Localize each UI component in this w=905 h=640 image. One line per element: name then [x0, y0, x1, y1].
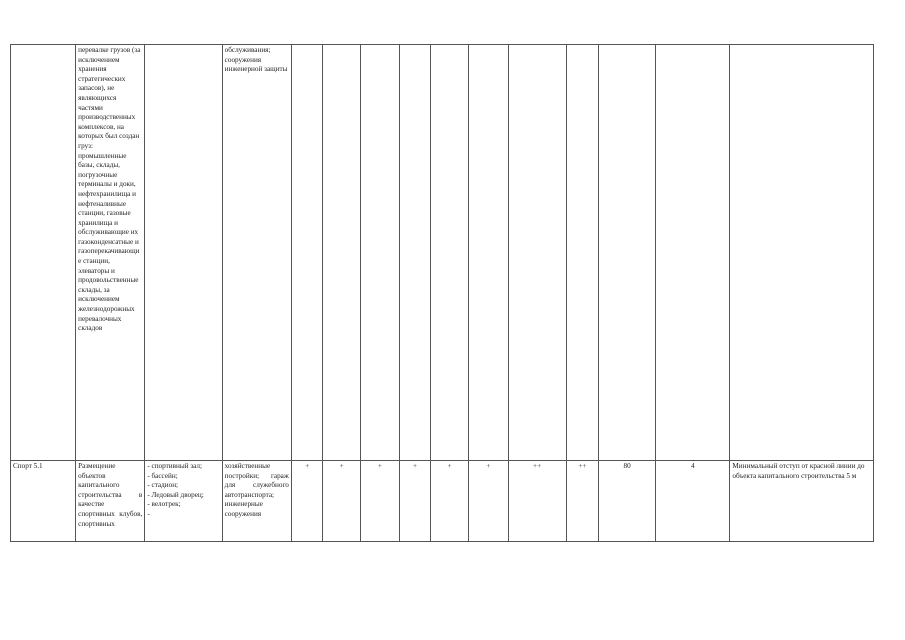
mark-cell: + — [468, 461, 508, 542]
notes-cell: Минимальный отступ от красной линии до объекта капитального строительства 5 м — [730, 461, 874, 542]
mark-cell — [291, 45, 323, 461]
mark-cell: + — [431, 461, 469, 542]
table-row — [11, 45, 874, 461]
mark-cell: + — [323, 461, 361, 542]
mark-cell: + — [399, 461, 431, 542]
mark-cell: ++ — [566, 461, 599, 542]
mark-cell — [566, 45, 599, 461]
value-cell: 4 — [656, 461, 730, 542]
value-cell — [656, 45, 730, 461]
zone-code-cell — [11, 45, 76, 461]
mark-cell — [468, 45, 508, 461]
mark-cell — [508, 45, 566, 461]
main-uses-cell: - спортивный зал; - бассейн; - стадион; - Ледовый дворец; - велотрек; - — [145, 461, 222, 542]
mark-cell: + — [361, 461, 400, 542]
value-cell: 80 — [599, 461, 656, 542]
mark-cell: + — [291, 461, 323, 542]
mark-cell — [361, 45, 400, 461]
description-cell: Размещение объектов капитального строительства в качестве спортивных клубов, спортивных — [76, 461, 145, 542]
mark-cell — [431, 45, 469, 461]
main-uses-cell — [145, 45, 222, 461]
auxiliary-uses-cell: хозяйственные постройки; гараж для служебного автотранспорта; инженерные сооружения — [222, 461, 291, 542]
description-cell: перевалке грузов (за исключением хранения стратегических запасов), не являющихся частями производственных комплексов, на которых был создан груз: промышленные базы, склады, погрузочные терминалы и доки, нефтехранилища и нефтеналивные станции, газовые хранилища и обслуживающие их газоконденсатные и газоперекачивающие станции, элеваторы и продовольственные склады, за исключением железнодорожных перевалочных складов — [76, 45, 145, 461]
mark-cell — [323, 45, 361, 461]
notes-cell — [730, 45, 874, 461]
mark-cell — [399, 45, 431, 461]
auxiliary-uses-cell: обслуживания; сооружения инженерной защиты — [222, 45, 291, 461]
value-cell — [599, 45, 656, 461]
mark-cell: ++ — [508, 461, 566, 542]
table-row — [11, 461, 874, 542]
zone-code-cell: Спорт 5.1 — [11, 461, 76, 542]
land-use-table — [10, 44, 874, 542]
